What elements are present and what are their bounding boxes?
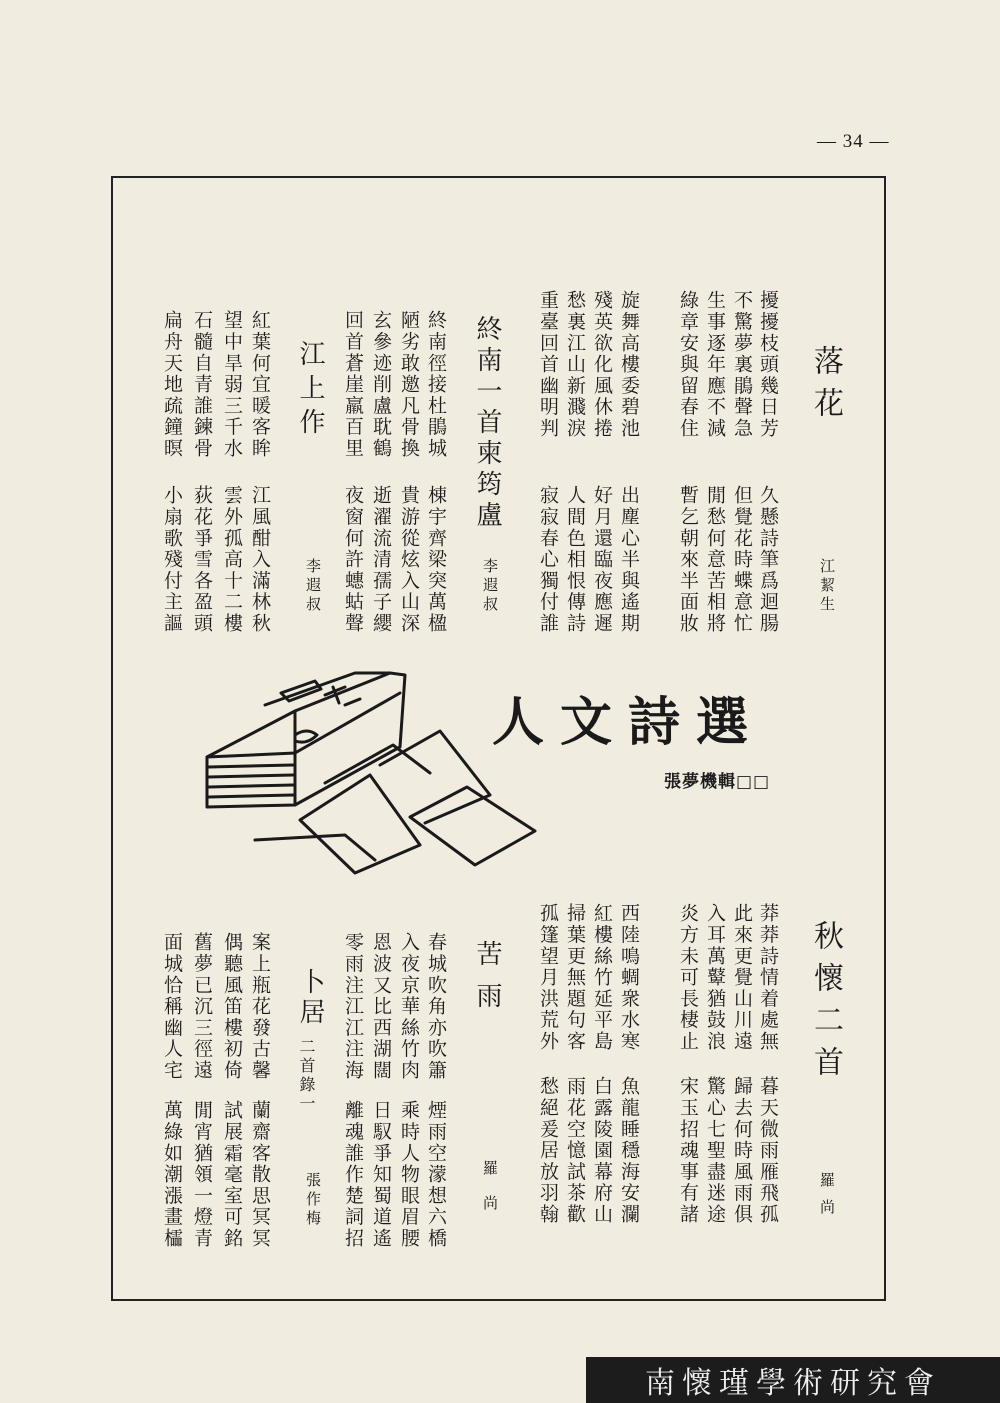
- poem-line: 荻花爭雪各盈頭: [191, 485, 213, 635]
- poem-line: 萬綠如潮漲畫櫺: [161, 1100, 183, 1250]
- poem-title-qiuhuai: 秋懷二首: [808, 920, 843, 1088]
- poem-title-jiangshang: 江上作: [295, 340, 325, 442]
- poem-line: 舊夢已沉三徑遠: [191, 932, 213, 1082]
- poem-title-zhongnan: 終南一首柬筠盧: [472, 315, 502, 532]
- poem-line: 試展霜毫室可銘: [221, 1100, 243, 1250]
- poem-line: 棟宇齊梁突萬楹: [425, 485, 447, 635]
- section-title: 人文詩選: [492, 693, 765, 753]
- poem-line: 逝濯流清孺子纓: [370, 485, 392, 635]
- poem-line: 擾擾枝頭幾日芳: [757, 290, 779, 440]
- poem-line: 好月還臨夜應遲: [591, 485, 613, 635]
- poem-author-buju: 張作梅: [304, 1172, 322, 1229]
- poem-title-kuyu: 苦雨: [472, 940, 502, 1024]
- poem-line: 出塵心半與遙期: [618, 485, 640, 635]
- poem-line: 扁舟天地疏鐘暝: [161, 310, 183, 460]
- poem-line: 歸去何時風雨俱: [731, 1076, 753, 1226]
- watermark-banner: 南懷瑾學術研究會: [586, 1357, 1000, 1403]
- poem-line: 雨花空憶試茶歡: [564, 1076, 586, 1226]
- poem-line: 久懸詩筆爲迴腸: [757, 485, 779, 635]
- section-editor: 張夢機輯□□: [664, 772, 771, 792]
- poem-line: 石髓自青誰鍊骨: [191, 310, 213, 460]
- poem-author-kuyu: 羅尚: [481, 1160, 499, 1230]
- poem-line: 離魂誰作楚詞招: [342, 1100, 364, 1250]
- poem-line: 暮天微雨雁飛孤: [757, 1076, 779, 1226]
- poem-line: 西陸鳴蜩衆水寒: [618, 903, 640, 1053]
- poem-line: 春城吹角亦吹簫: [425, 932, 447, 1082]
- poem-line: 零雨注江江注海: [342, 932, 364, 1082]
- poem-line: 陋劣敢邀凡骨換: [398, 310, 420, 460]
- poem-line: 愁裏江山新濺淚: [564, 290, 586, 440]
- poem-line: 日馭爭知蜀道遙: [370, 1100, 392, 1250]
- poem-line: 但覺花時蝶意忙: [731, 485, 753, 635]
- poem-line: 蘭齋客散思冥冥: [249, 1100, 271, 1250]
- poem-line: 此來更覺山川遠: [731, 903, 753, 1053]
- poem-author-zhongnan: 李遐叔: [481, 558, 499, 615]
- poem-line: 終南徑接杜鵑城: [425, 310, 447, 460]
- poem-line: 面城恰稱幽人宅: [161, 932, 183, 1082]
- poem-line: 紅樓絲竹延平島: [591, 903, 613, 1053]
- poem-line: 夜窗何許蟪蛄聲: [342, 485, 364, 635]
- poem-line: 生事逐年應不減: [704, 290, 726, 440]
- poem-line: 暫乞朝來半面妝: [677, 485, 699, 635]
- poem-line: 宋玉招魂事有諸: [677, 1076, 699, 1226]
- poem-line: 綠章安與留春住: [677, 290, 699, 440]
- poem-line: 重臺回首幽明判: [537, 290, 559, 440]
- poem-line: 殘英欲化風休捲: [591, 290, 613, 440]
- poem-line: 偶聽風笛樓初倚: [221, 932, 243, 1082]
- poem-line: 愁絕爰居放羽翰: [537, 1076, 559, 1226]
- poem-line: 恩波又比西湖闊: [370, 932, 392, 1082]
- poem-line: 回首蒼崖羸百里: [342, 310, 364, 460]
- poem-line: 玄參迹削盧耽鶴: [370, 310, 392, 460]
- poem-line: 案上瓶花發古馨: [249, 932, 271, 1082]
- poem-author-qiuhuai: 羅尚: [818, 1172, 836, 1226]
- poem-line: 煙雨空濛想六橋: [425, 1100, 447, 1250]
- books-illustration-icon: [195, 655, 545, 875]
- poem-line: 炎方未可長棲止: [677, 903, 699, 1053]
- poem-line: 旋舞高樓委碧池: [618, 290, 640, 440]
- poem-title-luohua: 落花: [808, 345, 843, 429]
- poem-line: 閒宵猶領一燈青: [191, 1100, 213, 1250]
- poem-line: 小扇歌殘付主謳: [161, 485, 183, 635]
- poem-line: 入耳萬鼙猶鼓浪: [704, 903, 726, 1053]
- poem-line: 乘時人物眼眉腰: [398, 1100, 420, 1250]
- page-number: — 34 —: [817, 131, 890, 152]
- poem-line: 閒愁何意苦相將: [704, 485, 726, 635]
- poem-line: 紅葉何宜暖客眸: [249, 310, 271, 460]
- poem-title-buju: 卜居: [295, 968, 325, 1028]
- poem-line: 不驚夢裏鵑聲急: [731, 290, 753, 440]
- poem-line: 寂寂春心獨付誰: [537, 485, 559, 635]
- poem-line: 白露陵園幕府山: [591, 1076, 613, 1226]
- poem-line: 雲外孤高十二樓: [221, 485, 243, 635]
- poem-line: 入夜京華絲竹肉: [398, 932, 420, 1082]
- poem-author-luohua: 江絜生: [818, 558, 836, 615]
- poem-line: 貴游從炫入山深: [398, 485, 420, 635]
- poem-line: 驚心七聖盡迷途: [704, 1076, 726, 1226]
- poem-line: 江風酣入滿林秋: [249, 485, 271, 635]
- poem-note-buju: 二首錄一: [297, 1038, 316, 1114]
- poem-line: 孤篷望月洪荒外: [537, 903, 559, 1053]
- poem-line: 望中旱弱三千水: [221, 310, 243, 460]
- poem-line: 掃葉更無題句客: [564, 903, 586, 1053]
- poem-author-jiangshang: 李遐叔: [304, 558, 322, 615]
- poem-line: 魚龍睡穩海安瀾: [618, 1076, 640, 1226]
- poem-line: 莽莽詩情着處無: [757, 903, 779, 1053]
- poem-line: 人間色相恨傳詩: [564, 485, 586, 635]
